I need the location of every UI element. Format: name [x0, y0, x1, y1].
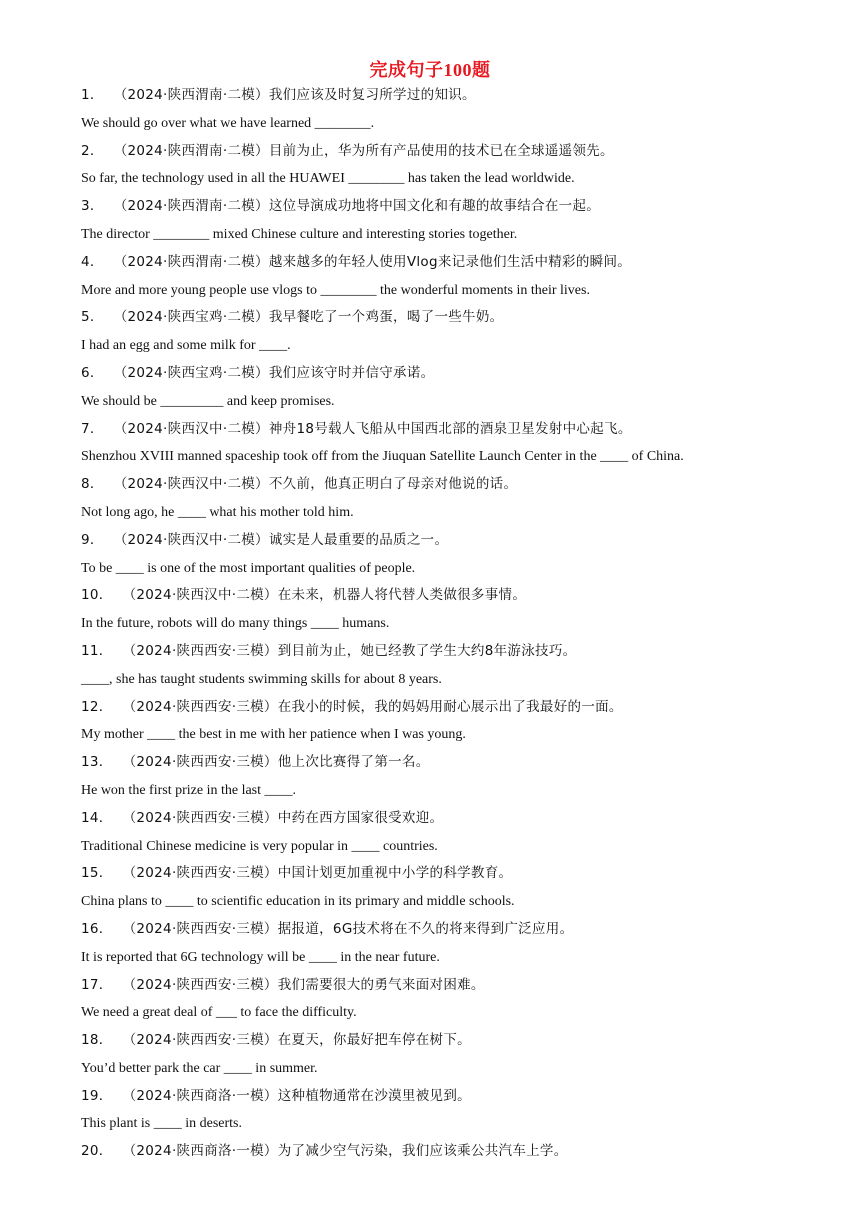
question-prompt [81, 916, 841, 944]
question-prompt [81, 527, 841, 555]
question-number: 6． [81, 364, 104, 381]
question-chinese-text: （2024·陕西汉中·二模）诚实是人最重要的品质之一。 [113, 531, 449, 548]
question-chinese-text: （2024·陕西西安·三模）在夏天，你最好把车停在树下。 [122, 1032, 471, 1049]
question-prompt [81, 416, 841, 444]
question-prompt [81, 1083, 841, 1111]
question-chinese-text: （2024·陕西渭南·二模）越来越多的年轻人使用Vlog来记录他们生活中精彩的瞬间。 [113, 253, 632, 270]
question-english-sentence: More and more young people use vlogs to ________ the wonderful moments in their lives. [81, 282, 590, 298]
question-chinese-text: （2024·陕西渭南·二模）这位导演成功地将中国文化和有趣的故事结合在一起。 [113, 198, 601, 215]
question-list [81, 82, 841, 1166]
question-prompt [81, 471, 841, 499]
question-chinese-text: （2024·陕西渭南·二模）目前为止，华为所有产品使用的技术已在全球遥遥领先。 [113, 142, 614, 159]
question-prompt [81, 82, 841, 110]
question-number: 10． [81, 587, 113, 604]
question-english-sentence: China plans to ____ to scientific education in its primary and middle schools. [81, 894, 515, 910]
question-english-sentence: Shenzhou XVIII manned spaceship took off from the Jiuquan Satellite Launch Center in the ____ of China. [81, 449, 684, 465]
question-chinese-text: （2024·陕西西安·三模）中国计划更加重视中小学的科学教育。 [122, 865, 513, 882]
question-english-sentence: Not long ago, he ____ what his mother told him. [81, 504, 354, 520]
question-chinese-text: （2024·陕西宝鸡·二模）我们应该守时并信守承诺。 [113, 364, 435, 381]
question-prompt [81, 860, 841, 888]
question-number: 3． [81, 198, 104, 215]
question-prompt [81, 360, 841, 388]
question-english-sentence: ____, she has taught students swimming skills for about 8 years. [81, 671, 442, 687]
question-english-sentence: You’d better park the car ____ in summer. [81, 1060, 318, 1076]
question-chinese-text: （2024·陕西汉中·二模）在未来，机器人将代替人类做很多事情。 [122, 587, 527, 604]
question-chinese-text: （2024·陕西汉中·二模）神舟18号载人飞船从中国西北部的酒泉卫星发射中心起飞。 [113, 420, 632, 437]
question-english-sentence: The director ________ mixed Chinese culture and interesting stories together. [81, 226, 518, 242]
question-chinese-text: （2024·陕西渭南·二模）我们应该及时复习所学过的知识。 [113, 87, 476, 103]
question-chinese-text: （2024·陕西汉中·二模）不久前，他真正明白了母亲对他说的话。 [113, 476, 518, 493]
question-number: 20． [81, 1143, 113, 1160]
question-chinese-text: （2024·陕西西安·三模）我们需要很大的勇气来面对困难。 [122, 976, 485, 993]
question-number: 4． [81, 253, 104, 270]
question-number: 9． [81, 531, 104, 548]
question-number: 1． [81, 87, 104, 103]
question-english-sentence: In the future, robots will do many things ____ humans. [81, 616, 390, 632]
question-number: 5． [81, 309, 104, 326]
question-prompt [81, 749, 841, 777]
question-english-sentence: So far, the technology used in all the HUAWEI ________ has taken the lead worldwide. [81, 171, 575, 187]
question-chinese-text: （2024·陕西商洛·一模）这种植物通常在沙漠里被见到。 [122, 1087, 471, 1104]
question-english-sentence: We need a great deal of ___ to face the difficulty. [81, 1005, 357, 1021]
question-number: 14． [81, 809, 113, 826]
question-number: 16． [81, 920, 113, 937]
question-chinese-text: （2024·陕西西安·三模）中药在西方国家很受欢迎。 [122, 809, 444, 826]
question-prompt [81, 972, 841, 1000]
question-number: 11． [81, 642, 113, 659]
question-number: 17． [81, 976, 113, 993]
question-english-sentence: We should go over what we have learned ________. [81, 115, 375, 131]
question-english-sentence: He won the first prize in the last ____. [81, 782, 297, 798]
question-english-sentence: We should be _________ and keep promises. [81, 393, 335, 409]
question-prompt [81, 582, 841, 610]
question-chinese-text: （2024·陕西西安·三模）他上次比赛得了第一名。 [122, 754, 430, 771]
question-number: 13． [81, 754, 113, 771]
question-prompt [81, 193, 841, 221]
question-chinese-text: （2024·陕西宝鸡·二模）我早餐吃了一个鸡蛋，喝了一些牛奶。 [113, 309, 504, 326]
question-number: 8． [81, 476, 104, 493]
question-english-sentence: Traditional Chinese medicine is very popular in ____ countries. [81, 838, 438, 854]
question-chinese-text: （2024·陕西商洛·一模）为了减少空气污染，我们应该乘公共汽车上学。 [122, 1143, 568, 1160]
question-number: 18． [81, 1032, 113, 1049]
question-prompt [81, 1027, 841, 1055]
question-number: 2． [81, 142, 104, 159]
question-number: 7． [81, 420, 104, 437]
question-chinese-text: （2024·陕西西安·三模）在我小的时候，我的妈妈用耐心展示出了我最好的一面。 [122, 698, 623, 715]
question-english-sentence: I had an egg and some milk for ____. [81, 338, 291, 354]
question-prompt [81, 694, 841, 722]
document-title: 完成句子100题 [369, 60, 491, 80]
question-english-sentence: This plant is ____ in deserts. [81, 1116, 242, 1132]
question-number: 12． [81, 698, 113, 715]
question-prompt [81, 1138, 841, 1166]
question-prompt [81, 304, 841, 332]
question-english-sentence: It is reported that 6G technology will be ____ in the near future. [81, 949, 440, 965]
question-chinese-text: （2024·陕西西安·三模）据报道，6G技术将在不久的将来得到广泛应用。 [122, 920, 574, 937]
question-number: 19． [81, 1087, 113, 1104]
question-chinese-text: （2024·陕西西安·三模）到目前为止，她已经教了学生大约8年游泳技巧。 [122, 642, 577, 659]
question-english-sentence: My mother ____ the best in me with her patience when I was young. [81, 727, 466, 743]
question-prompt [81, 638, 841, 666]
question-prompt [81, 805, 841, 833]
question-english-sentence: To be ____ is one of the most important qualities of people. [81, 560, 416, 576]
question-prompt [81, 249, 841, 277]
question-prompt [81, 138, 841, 166]
question-number: 15． [81, 865, 113, 882]
